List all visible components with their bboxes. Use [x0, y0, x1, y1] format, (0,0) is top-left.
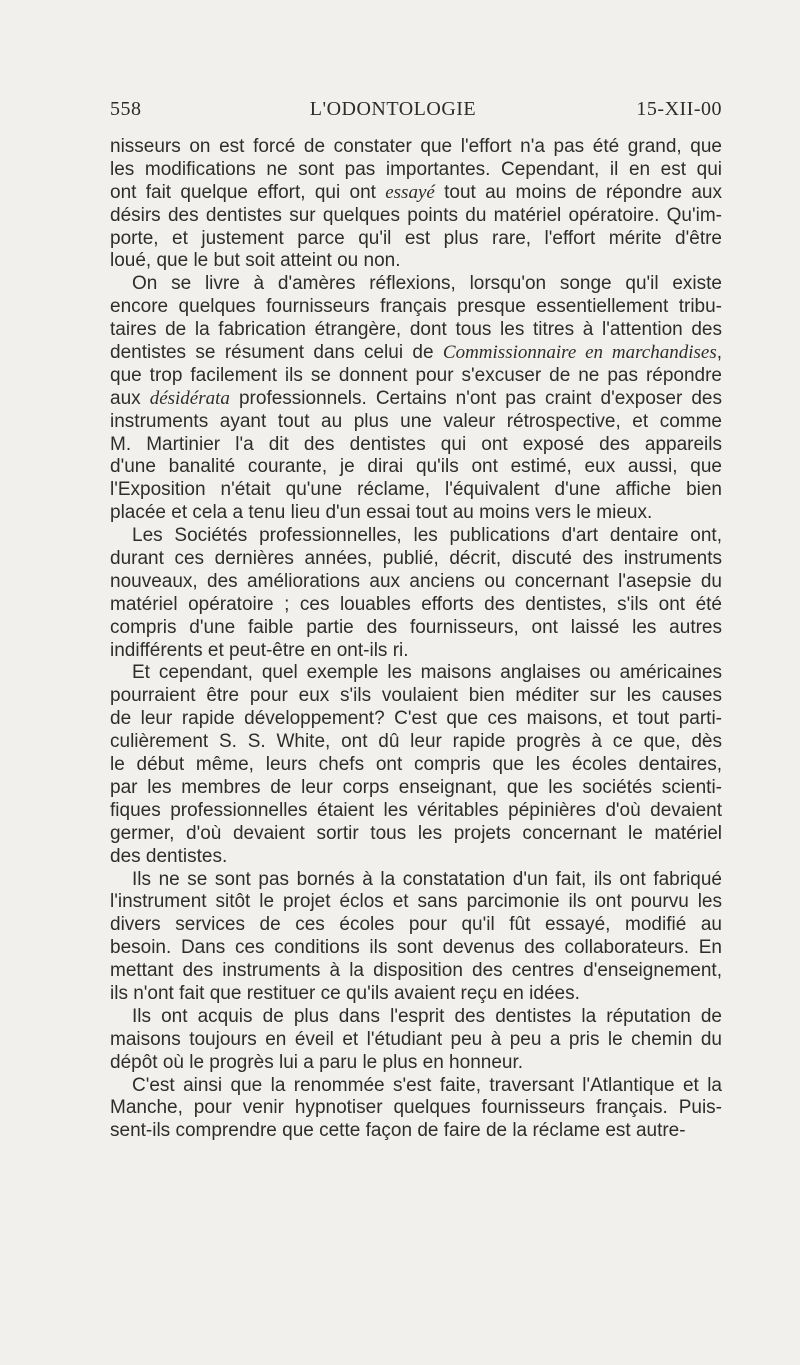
- text-line: [110, 617, 722, 640]
- text-segment: de leur rapide développement? C'est que ces maisons, et tout parti-: [110, 708, 722, 730]
- text-segment: dentistes se résument dans celui de: [110, 342, 443, 364]
- italic-text: désidérata: [149, 387, 230, 409]
- body-text: [110, 136, 722, 1143]
- text-line: [110, 365, 722, 388]
- text-segment: sent-ils comprendre que cette façon de faire de la réclame est autre-: [110, 1120, 686, 1142]
- text-segment: placée et cela a tenu lieu d'un essai tout au moins vers le mieux.: [110, 502, 653, 524]
- text-segment: dépôt où le progrès lui a paru le plus en honneur.: [110, 1051, 524, 1073]
- text-segment: l'instrument sitôt le projet éclos et sans parcimonie ils ont pourvu les: [110, 891, 722, 913]
- issue-date: 15-XII-00: [636, 98, 722, 120]
- text-line: [110, 434, 722, 457]
- text-segment: germer, d'où devaient sortir tous les projets concernant le matériel: [110, 822, 722, 844]
- text-line: [110, 640, 722, 663]
- text-segment: divers services de ces écoles pour qu'il fût essayé, modifié au: [110, 914, 722, 936]
- text-segment: C'est ainsi que la renommée s'est faite, traversant l'Atlantique et la: [132, 1074, 722, 1096]
- text-line: [110, 205, 722, 228]
- text-segment: porte, et justement parce qu'il est plus rare, l'effort mérite d'être: [110, 227, 722, 249]
- text-line: [110, 502, 722, 525]
- text-line: [110, 1006, 722, 1029]
- text-line: [110, 708, 722, 731]
- text-segment: tout au moins de répondre aux: [434, 181, 722, 203]
- text-line: [110, 891, 722, 914]
- text-line: [110, 411, 722, 434]
- text-segment: besoin. Dans ces conditions ils sont devenus des collaborateurs. En: [110, 937, 722, 959]
- text-line: [110, 869, 722, 892]
- text-segment: ils n'ont fait que restituer ce qu'ils avaient reçu en idées.: [110, 982, 580, 1004]
- text-segment: pourraient être pour eux s'ils voulaient bien méditer sur les causes: [110, 685, 722, 707]
- running-header: [110, 98, 722, 121]
- text-segment: ont fait quelque effort, qui ont: [110, 181, 386, 203]
- text-segment: désirs des dentistes sur quelques points du matériel opératoire. Qu'im-: [110, 204, 722, 226]
- text-segment: l'Exposition n'était qu'une réclame, l'équivalent d'une affiche bien: [110, 479, 722, 501]
- text-line: [110, 456, 722, 479]
- text-line: [110, 1052, 722, 1075]
- text-segment: des dentistes.: [110, 845, 228, 867]
- text-line: [110, 731, 722, 754]
- text-line: [110, 914, 722, 937]
- text-line: [110, 1075, 722, 1098]
- text-segment: nisseurs on est forcé de constater que l'effort n'a pas été grand, que: [110, 136, 722, 157]
- text-line: [110, 273, 722, 296]
- text-line: [110, 250, 722, 273]
- text-line: [110, 823, 722, 846]
- text-line: [110, 159, 722, 182]
- text-segment: d'une banalité courante, je dirai qu'ils ont estimé, eux aussi, que: [110, 456, 722, 478]
- italic-text: Commissionnaire en marchandises: [442, 342, 717, 364]
- text-segment: maisons toujours en éveil et l'étudiant peu à peu a pris le chemin du: [110, 1028, 722, 1050]
- text-segment: taires de la fabrication étrangère, dont tous les titres à l'attention des: [110, 319, 722, 341]
- text-line: [110, 136, 722, 159]
- text-line: [110, 342, 722, 365]
- text-line: [110, 685, 722, 708]
- text-line: [110, 388, 722, 411]
- text-line: [110, 1097, 722, 1120]
- journal-title: L'ODONTOLOGIE: [309, 98, 477, 120]
- text-segment: mettant des instruments à la disposition des centres d'enseignement,: [110, 960, 722, 982]
- text-segment: compris d'une faible partie des fournisseurs, ont laissé les autres: [110, 616, 722, 638]
- text-segment: Et cependant, quel exemple les maisons anglaises ou américaines: [132, 662, 722, 684]
- text-line: [110, 960, 722, 983]
- text-line: [110, 296, 722, 319]
- text-segment: M. Martinier l'a dit des dentistes qui ont exposé des appareils: [110, 433, 722, 455]
- text-line: [110, 548, 722, 571]
- text-line: [110, 319, 722, 342]
- text-line: [110, 800, 722, 823]
- text-line: [110, 182, 722, 205]
- text-line: [110, 937, 722, 960]
- text-segment: instruments ayant tout au plus une valeur rétrospective, et comme: [110, 410, 722, 432]
- text-line: [110, 479, 722, 502]
- text-segment: nouveaux, des améliorations aux anciens ou concernant l'asepsie du: [110, 570, 722, 592]
- text-segment: Ils ont acquis de plus dans l'esprit des dentistes la réputation de: [132, 1005, 722, 1027]
- italic-text: essayé: [385, 181, 435, 203]
- text-segment: professionnels. Certains n'ont pas craint d'exposer des: [229, 387, 722, 409]
- text-segment: encore quelques fournisseurs français presque essentiellement tribu-: [110, 296, 722, 318]
- text-line: [110, 571, 722, 594]
- text-line: [110, 777, 722, 800]
- text-segment: Ils ne se sont pas bornés à la constatation d'un fait, ils ont fabriqué: [132, 868, 722, 890]
- text-line: [110, 594, 722, 617]
- text-line: [110, 983, 722, 1006]
- text-segment: durant ces dernières années, publié, décrit, discuté des instruments: [110, 548, 722, 570]
- text-segment: fiques professionnelles étaient les véritables pépinières d'où devaient: [110, 799, 722, 821]
- text-line: [110, 846, 722, 869]
- text-line: [110, 525, 722, 548]
- text-segment: aux: [110, 387, 150, 409]
- text-segment: loué, que le but soit atteint ou non.: [110, 250, 401, 272]
- text-segment: Les Sociétés professionnelles, les publications d'art dentaire ont,: [132, 525, 722, 547]
- text-segment: indifférents et peut-être en ont-ils ri.: [110, 639, 409, 661]
- text-segment: que trop facilement ils se donnent pour s'excuser de ne pas répondre: [110, 364, 722, 386]
- text-line: [110, 1029, 722, 1052]
- text-line: [110, 228, 722, 251]
- text-segment: ,: [716, 342, 722, 364]
- text-segment: par les membres de leur corps enseignant, que les sociétés scienti-: [110, 776, 722, 798]
- text-segment: le début même, leurs chefs ont compris que les écoles dentaires,: [110, 754, 722, 776]
- text-line: [110, 1120, 722, 1143]
- text-segment: Manche, pour venir hypnotiser quelques fournisseurs français. Puis-: [110, 1097, 722, 1119]
- text-line: [110, 754, 722, 777]
- text-segment: culièrement S. S. White, ont dû leur rapide progrès à ce que, dès: [110, 731, 722, 753]
- text-line: [110, 662, 722, 685]
- page-number: 558: [110, 98, 142, 120]
- text-segment: les modifications ne sont pas importantes. Cependant, il en est qui: [110, 158, 722, 180]
- text-segment: matériel opératoire ; ces louables efforts des dentistes, s'ils ont été: [110, 593, 722, 615]
- text-segment: On se livre à d'amères réflexions, lorsqu'on songe qu'il existe: [132, 273, 722, 295]
